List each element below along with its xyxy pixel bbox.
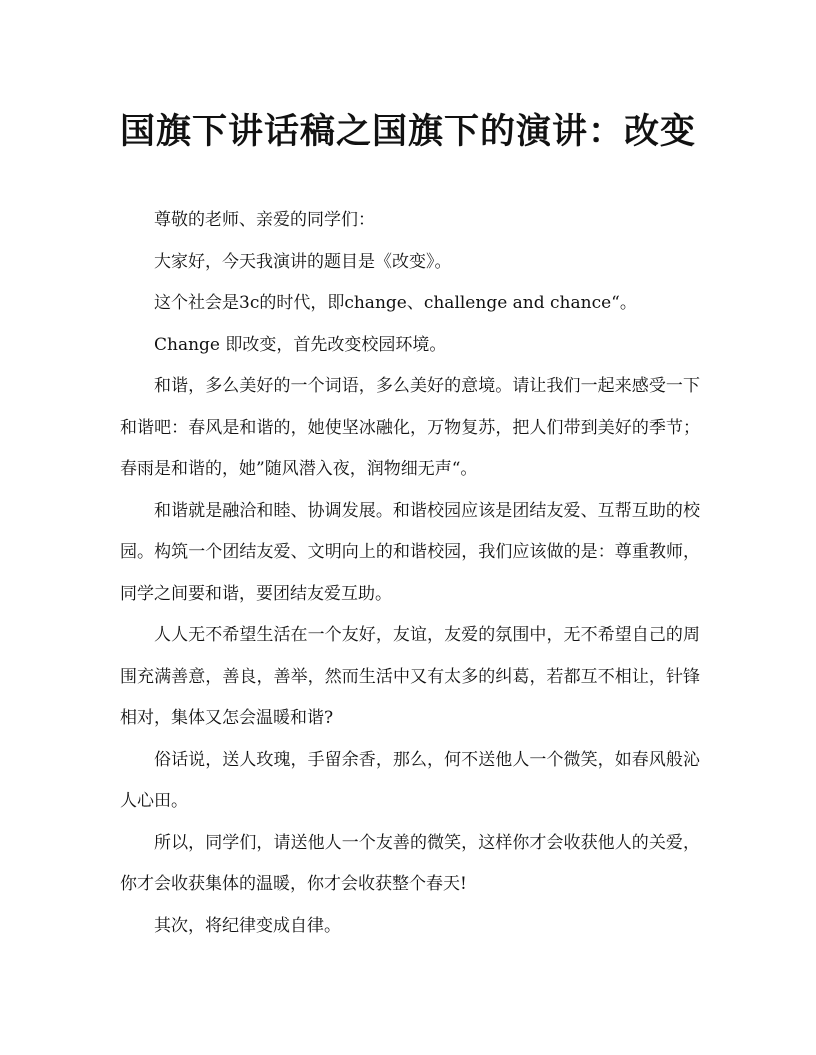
paragraph-friendly-atmosphere: 人人无不希望生活在一个友好，友谊，友爱的氛围中，无不希望自己的周围充满善意，善良，善举，然而生活中又有太多的纠葛，若都互不相让，针锋相对，集体又怎会温暖和谐? — [120, 625, 700, 728]
document-title: 国旗下讲话稿之国旗下的演讲：改变 — [119, 111, 696, 152]
paragraph-topic: 大家好，今天我演讲的题目是《改变》。 — [154, 251, 452, 272]
paragraph-roses-proverb: 俗话说，送人玫瑰，手留余香，那么，何不送他人一个微笑，如春风般沁人心田。 — [120, 749, 700, 811]
paragraph-change-campus: Change 即改变，首先改变校园环境。 — [154, 334, 447, 355]
paragraph-harmonious-campus: 和谐就是融洽和睦、协调发展。和谐校园应该是团结友爱、互帮互助的校园。构筑一个团结友爱、文明向上的和谐校园，我们应该做的是：尊重教师，同学之间要和谐，要团结友爱互助。 — [120, 500, 700, 604]
paragraph-3c-era: 这个社会是3c的时代，即change、challenge and chance“。 — [154, 293, 637, 313]
paragraph-send-smile: 所以，同学们，请送他人一个友善的微笑，这样你才会收获他人的关爱，你才会收获集体的温暖，你才会收获整个春天! — [120, 832, 700, 894]
paragraph-harmony: 和谐，多么美好的一个词语，多么美好的意境。请让我们一起来感受一下和谐吧：春风是和谐的，她使坚冰融化，万物复苏，把人们带到美好的季节；春雨是和谐的，她”随风潜入夜，润物细无声“。 — [120, 376, 700, 479]
document-body — [120, 200, 700, 947]
paragraph-discipline: 其次，将纪律变成自律。 — [154, 915, 341, 936]
paragraph-greeting: 尊敬的老师、亲爱的同学们： — [154, 210, 375, 230]
